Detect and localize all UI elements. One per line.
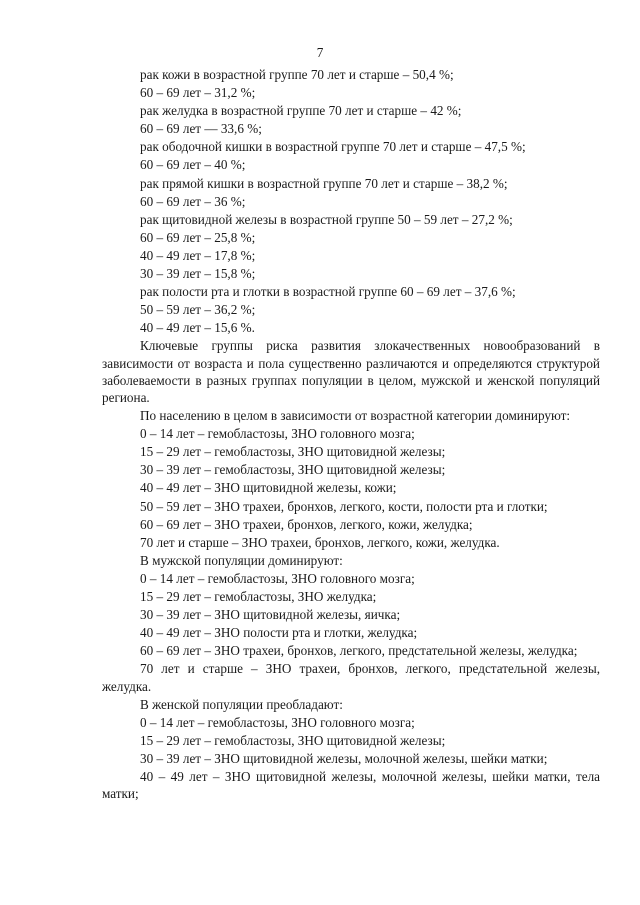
text-line: 0 – 14 лет – гемобластозы, ЗНО головного мозга;	[140, 426, 415, 442]
text-line: 15 – 29 лет – гемобластозы, ЗНО щитовидной железы;	[140, 732, 446, 748]
text-line: 0 – 14 лет – гемобластозы, ЗНО головного мозга;	[140, 714, 415, 730]
text-line: 40 – 49 лет – ЗНО щитовидной железы, кожи;	[140, 480, 397, 496]
text-line: 40 – 49 лет – 15,6 %.	[140, 320, 255, 336]
text-line: 60 – 69 лет — 33,6 %;	[140, 121, 262, 137]
text-line: 60 – 69 лет – 31,2 %;	[140, 85, 256, 101]
document-body	[102, 66, 600, 803]
text-line: В мужской популяции доминируют:	[140, 552, 343, 568]
text-line: рак полости рта и глотки в возрастной группе 60 – 69 лет – 37,6 %;	[140, 284, 516, 300]
text-paragraph: 30 – 39 лет – ЗНО щитовидной железы, молочной железы, шейки матки;	[140, 751, 548, 766]
text-line: 40 – 49 лет – ЗНО полости рта и глотки, желудка;	[140, 625, 418, 641]
text-paragraph: 60 – 69 лет – ЗНО трахеи, бронхов, легкого, предстательной железы, желудка;	[140, 643, 578, 659]
text-line: 0 – 14 лет – гемобластозы, ЗНО головного мозга;	[140, 570, 415, 586]
text-line: 70 лет и старше – ЗНО трахеи, бронхов, легкого, кожи, желудка.	[140, 534, 500, 550]
text-line: 60 – 69 лет – 36 %;	[140, 193, 246, 209]
text-line: 30 – 39 лет – 15,8 %;	[140, 266, 256, 282]
text-line: рак желудка в возрастной группе 70 лет и старше – 42 %;	[140, 103, 462, 119]
text-line: 15 – 29 лет – гемобластозы, ЗНО щитовидной железы;	[140, 444, 446, 460]
text-paragraph: 50 – 59 лет – ЗНО трахеи, бронхов, легкого, кости, полости рта и глотки;	[140, 498, 548, 514]
text-line: рак щитовидной железы в возрастной группе 50 – 59 лет – 27,2 %;	[140, 211, 513, 227]
text-line: 30 – 39 лет – ЗНО щитовидной железы, яичка;	[140, 607, 401, 623]
text-line: 60 – 69 лет – 25,8 %;	[140, 229, 256, 245]
text-line: 15 – 29 лет – гемобластозы, ЗНО желудка;	[140, 589, 377, 605]
text-line: 60 – 69 лет – ЗНО трахеи, бронхов, легкого, кожи, желудка;	[140, 516, 473, 532]
text-paragraph: 70 лет и старше – ЗНО трахеи, бронхов, легкого, предстательной железы, желудка.	[102, 661, 600, 694]
text-paragraph: Ключевые группы риска развития злокачественных новообразований в зависимости от возраста и пола существенно различаются и определяются структурой заболеваемости в разных группах популяции в целом, мужской и женской популяций региона.	[102, 338, 600, 406]
text-paragraph: По населению в целом в зависимости от возрастной категории доминируют:	[140, 408, 571, 424]
text-line: рак прямой кишки в возрастной группе 70 лет и старше – 38,2 %;	[140, 175, 508, 191]
text-line: рак ободочной кишки в возрастной группе 70 лет и старше – 47,5 %;	[140, 139, 526, 155]
text-line: рак кожи в возрастной группе 70 лет и старше – 50,4 %;	[140, 67, 454, 82]
text-line: 50 – 59 лет – 36,2 %;	[140, 302, 256, 318]
text-line: В женской популяции преобладают:	[140, 696, 343, 712]
text-paragraph: 40 – 49 лет – ЗНО щитовидной железы, молочной железы, шейки матки, тела матки;	[102, 769, 600, 802]
text-line: 60 – 69 лет – 40 %;	[140, 157, 246, 173]
page-number: 7	[316, 45, 324, 60]
text-line: 40 – 49 лет – 17,8 %;	[140, 247, 256, 263]
text-line: 30 – 39 лет – гемобластозы, ЗНО щитовидной железы;	[140, 462, 446, 478]
